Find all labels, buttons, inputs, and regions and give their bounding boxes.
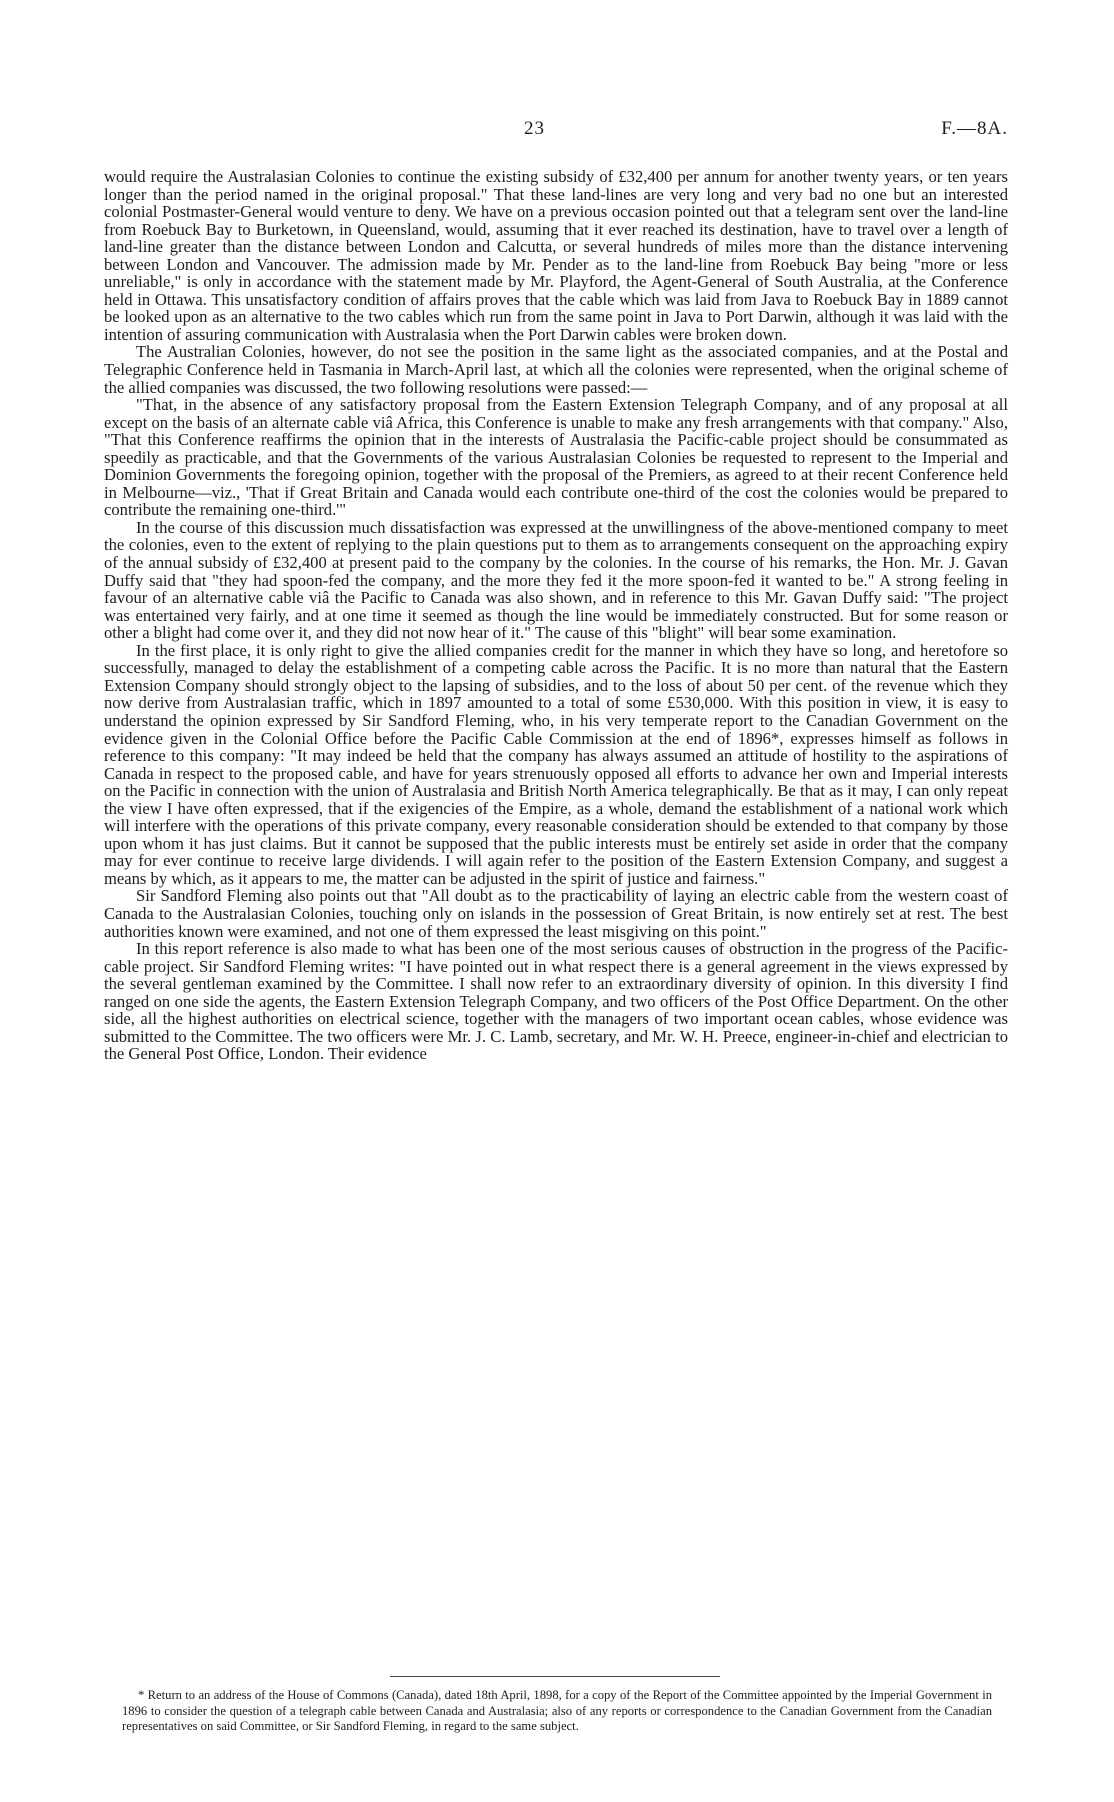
footnote-divider [390, 1676, 720, 1677]
paragraph: The Australian Colonies, however, do not see the position in the same light as the associated companies, and at the Postal and Telegraphic Conference held in Tasmania in March-April last, at which all the colonies were represented, when the original scheme of the allied companies was discussed, the two following resolutions were passed:— [104, 342, 1008, 397]
paragraph: In this report reference is also made to what has been one of the most serious causes of obstruction in the progress of the Pacific-cable project. Sir Sandford Fleming writes: "I have pointed out in what respect there is a general agreement in the views expressed by the several gentleman examined by the Committee. I shall now refer to an extraordinary diversity of opinion. In this diversity I find ranged on one side the agents, the Eastern Extension Telegraph Company, and two officers of the Post Office Department. On the other side, all the highest authorities on electrical science, together with the managers of two important ocean cables, whose evidence was submitted to the Committee. The two officers were Mr. J. C. Lamb, secretary, and Mr. W. H. Preece, engineer-in-chief and electrician to the General Post Office, London. Their evidence [104, 939, 1008, 1064]
document-reference: F.—8A. [941, 118, 1008, 139]
paragraph: Sir Sandford Fleming also points out that "All doubt as to the practicability of laying an electric cable from the western coast of Canada to the Australasian Colonies, touching only on islands in the possession of Great Britain, is now entirely set at rest. The best authorities known were examined, and not one of them expressed the least misgiving on this point." [104, 886, 1008, 941]
paragraph: would require the Australasian Colonies to continue the existing subsidy of £32,400 per annum for another twenty years, or ten years longer than the period named in the original proposal." That these land-lines are very long and very bad no one but an interested colonial Postmaster-General would venture to deny. We have on a previous occasion pointed out that a telegram sent over the land-line from Roebuck Bay to Burketown, in Queensland, would, assuming that it ever reached its destination, have to travel over a length of land-line greater than the distance between London and Calcutta, or several hundreds of miles more than the distance intervening between London and Vancouver. The admission made by Mr. Pender as to the land-line from Roebuck Bay being "more or less unreliable," is only in accordance with the statement made by Mr. Playford, the Agent-General of South Australia, at the Conference held in Ottawa. This unsatisfactory condition of affairs proves that the cable which was laid from Java to Roebuck Bay in 1889 cannot be looked upon as an alternative to the two cables which run from the same point in Java to Port Darwin, although it was laid with the intention of assuring communication with Australasia when the Port Darwin cables were broken down. [104, 167, 1008, 344]
page-header [104, 118, 1008, 148]
body-text [104, 168, 1008, 1063]
quoted-resolutions: "That, in the absence of any satisfactory proposal from the Eastern Extension Telegraph Company, and of any proposal at all except on the basis of an alternate cable viâ Africa, this Conference is unable to make any fresh arrangements with that company." Also, "That this Conference reaffirms the opinion that in the interests of Australasia the Pacific-cable project should be consummated as speedily as practicable, and that the Governments of the various Australasian Colonies be requested to represent to the Imperial and Dominion Governments the foregoing opinion, together with the proposal of the Premiers, as agreed to at their recent Conference held in Melbourne—viz., 'That if Great Britain and Canada would each contribute one-third of the cost the colonies would be prepared to contribute the remaining one-third.'" [104, 395, 1008, 520]
page-number: 23 [524, 118, 545, 139]
paragraph: In the first place, it is only right to give the allied companies credit for the manner in which they have so long, and heretofore so successfully, managed to delay the establishment of a competing cable across the Pacific. It is no more than natural that the Eastern Extension Company should strongly object to the lapsing of subsidies, and to the loss of about 50 per cent. of the revenue which they now derive from Australasian traffic, which in 1897 amounted to a total of some £530,000. With this position in view, it is easy to understand the opinion expressed by Sir Sandford Fleming, who, in his very temperate report to the Canadian Government on the evidence given in the Colonial Office before the Pacific Cable Commission at the end of 1896*, expresses himself as follows in reference to this company: "It may indeed be held that the company has always assumed an attitude of hostility to the aspirations of Canada in respect to the proposed cable, and have for years strenuously opposed all efforts to advance her own and Imperial interests on the Pacific in connection with the union of Australasia and British North America telegraphically. Be that as it may, I can only repeat the view I have often expressed, that if the exigencies of the Empire, as a whole, demand the establishment of a national work which will interfere with the operations of this private company, every reasonable consideration should be extended to that company by those upon whom it has just claims. But it cannot be supposed that the public interests must be entirely set aside in order that the company may for ever continue to receive large dividends. I will again refer to the position of the Eastern Extension Company, and suggest a means by which, as it appears to me, the matter can be adjusted in the spirit of justice and fairness." [104, 640, 1008, 888]
paragraph: In the course of this discussion much dissatisfaction was expressed at the unwillingness of the above-mentioned company to meet the colonies, even to the extent of replying to the plain questions put to them as to arrangements consequent on the approaching expiry of the annual subsidy of £32,400 at present paid to the company by the colonies. In the course of his remarks, the Hon. Mr. J. Gavan Duffy said that "they had spoon-fed the company, and the more they fed it the more spoon-fed it wanted to be." A strong feeling in favour of an alternative cable viâ the Pacific to Canada was also shown, and in reference to this Mr. Gavan Duffy said: "The project was entertained very fairly, and at one time it seemed as though the line would be immediately constructed. But for some reason or other a blight had come over it, and they did not now hear of it." The cause of this "blight" will bear some examination. [104, 517, 1008, 643]
footnote [122, 1688, 992, 1735]
footnote-text: * Return to an address of the House of Commons (Canada), dated 18th April, 1898, for a copy of the Report of the Committee appointed by the Imperial Government in 1896 to consider the question of a telegraph cable between Canada and Australasia; also of any reports or correspondence to the Canadian Government from the Canadian representatives on said Committee, or Sir Sandford Fleming, in regard to the same subject. [122, 1688, 992, 1733]
